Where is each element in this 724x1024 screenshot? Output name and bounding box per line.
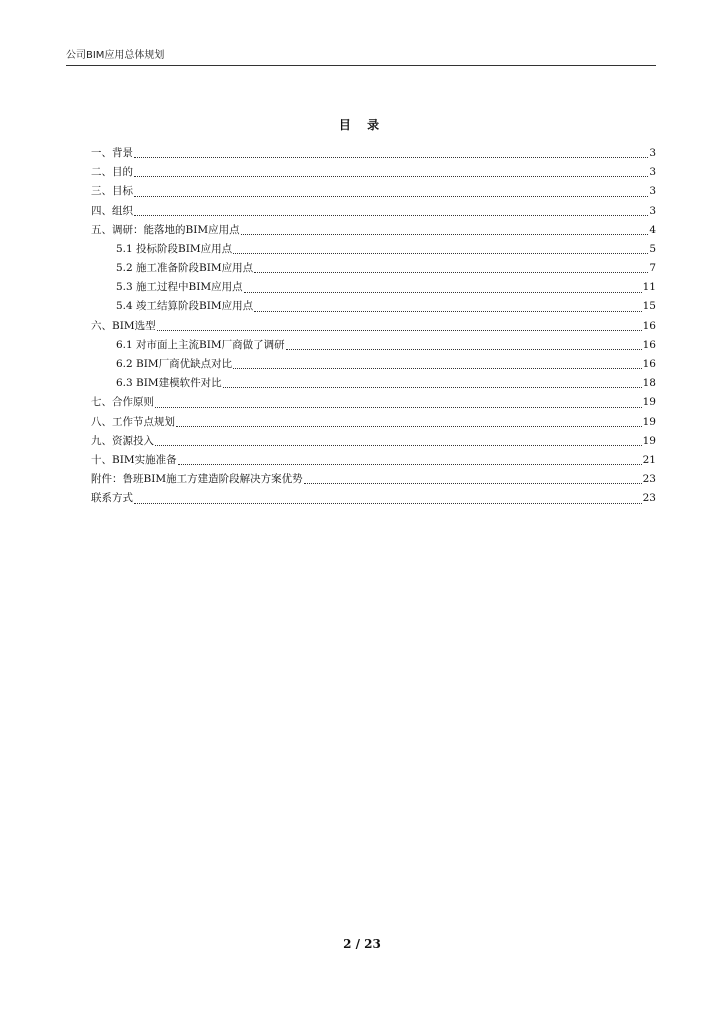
toc-entry[interactable] bbox=[91, 298, 656, 317]
toc-entry-label: 七、合作原则 bbox=[91, 396, 154, 409]
toc-entry[interactable] bbox=[91, 336, 656, 355]
toc-entry[interactable] bbox=[91, 278, 656, 297]
toc-entry[interactable] bbox=[91, 163, 656, 182]
toc-entry-page: 19 bbox=[642, 434, 656, 447]
toc-dot-leader bbox=[134, 175, 648, 177]
toc-entry-page: 3 bbox=[649, 185, 656, 198]
toc-dot-leader bbox=[155, 444, 642, 446]
toc-entry-label: 八、工作节点规划 bbox=[91, 415, 175, 428]
toc-entry-page: 23 bbox=[642, 492, 656, 505]
toc-entry-page: 21 bbox=[642, 453, 656, 466]
toc-entry[interactable] bbox=[91, 221, 656, 240]
toc-entry[interactable] bbox=[91, 182, 656, 201]
toc-dot-leader bbox=[254, 271, 648, 273]
toc-entry-label: 四、组织 bbox=[91, 204, 133, 217]
toc-dot-leader bbox=[155, 406, 642, 408]
toc-entry-label: 六、BIM选型 bbox=[91, 319, 156, 332]
toc-dot-leader bbox=[241, 233, 649, 235]
toc-dot-leader bbox=[134, 214, 648, 216]
toc-entry[interactable] bbox=[91, 355, 656, 374]
toc-entry[interactable] bbox=[91, 413, 656, 432]
toc-entry-page: 11 bbox=[642, 281, 656, 294]
page-header bbox=[66, 49, 656, 66]
toc-entry[interactable] bbox=[91, 259, 656, 278]
toc-entry[interactable] bbox=[91, 374, 656, 393]
toc-entry-page: 7 bbox=[649, 262, 656, 275]
toc-entry-label: 十、BIM实施准备 bbox=[91, 453, 177, 466]
toc-entry-page: 3 bbox=[649, 146, 656, 159]
toc-entry-page: 3 bbox=[649, 204, 656, 217]
toc-dot-leader bbox=[157, 329, 642, 331]
toc-entry-label: 5.4 竣工结算阶段BIM应用点 bbox=[116, 300, 254, 313]
toc-entry[interactable] bbox=[91, 144, 656, 163]
toc-entry-label: 三、目标 bbox=[91, 185, 133, 198]
toc-entry-label: 6.3 BIM建模软件对比 bbox=[116, 377, 222, 390]
toc-dot-leader bbox=[176, 425, 642, 427]
toc-entry-page: 3 bbox=[649, 166, 656, 179]
table-of-contents bbox=[91, 144, 656, 509]
toc-dot-leader bbox=[134, 195, 648, 197]
toc-entry-page: 16 bbox=[642, 338, 656, 351]
toc-dot-leader bbox=[134, 156, 648, 158]
toc-entry-label: 5.2 施工准备阶段BIM应用点 bbox=[116, 262, 254, 275]
page-number: 2 / 23 bbox=[343, 937, 381, 951]
toc-dot-leader bbox=[178, 463, 642, 465]
toc-entry-label: 五、调研：能落地的BIM应用点 bbox=[91, 223, 240, 236]
toc-entry-page: 23 bbox=[642, 473, 656, 486]
toc-entry-page: 16 bbox=[642, 358, 656, 371]
toc-entry-label: 附件：鲁班BIM施工方建造阶段解决方案优势 bbox=[91, 473, 303, 486]
toc-dot-leader bbox=[304, 482, 642, 484]
toc-title: 目 录 bbox=[338, 118, 386, 132]
toc-entry-page: 5 bbox=[649, 242, 656, 255]
toc-dot-leader bbox=[254, 310, 641, 312]
toc-entry-label: 二、目的 bbox=[91, 166, 133, 179]
toc-entry[interactable] bbox=[91, 451, 656, 470]
toc-entry-label: 九、资源投入 bbox=[91, 434, 154, 447]
toc-entry-page: 18 bbox=[642, 377, 656, 390]
toc-entry-label: 6.2 BIM厂商优缺点对比 bbox=[116, 358, 233, 371]
toc-entry-page: 19 bbox=[642, 396, 656, 409]
toc-entry-label: 一、背景 bbox=[91, 146, 133, 159]
toc-entry-label: 5.1 投标阶段BIM应用点 bbox=[116, 242, 233, 255]
toc-entry-label: 5.3 施工过程中BIM应用点 bbox=[116, 281, 243, 294]
toc-dot-leader bbox=[233, 252, 648, 254]
toc-dot-leader bbox=[244, 291, 642, 293]
toc-entry-page: 4 bbox=[649, 223, 656, 236]
toc-entry-page: 15 bbox=[642, 300, 656, 313]
toc-entry[interactable] bbox=[91, 489, 656, 508]
toc-entry-label: 联系方式 bbox=[91, 492, 133, 505]
toc-entry-page: 16 bbox=[642, 319, 656, 332]
toc-entry[interactable] bbox=[91, 393, 656, 412]
toc-entry-label: 6.1 对市面上主流BIM厂商做了调研 bbox=[116, 338, 285, 351]
toc-entry[interactable] bbox=[91, 470, 656, 489]
toc-entry[interactable] bbox=[91, 202, 656, 221]
toc-dot-leader bbox=[286, 348, 642, 350]
toc-entry[interactable] bbox=[91, 317, 656, 336]
toc-entry-page: 19 bbox=[642, 415, 656, 428]
toc-dot-leader bbox=[233, 367, 641, 369]
toc-entry[interactable] bbox=[91, 240, 656, 259]
toc-dot-leader bbox=[134, 502, 642, 504]
toc-entry[interactable] bbox=[91, 432, 656, 451]
toc-dot-leader bbox=[223, 386, 642, 388]
header-title: 公司BIM应用总体规划 bbox=[66, 50, 165, 61]
